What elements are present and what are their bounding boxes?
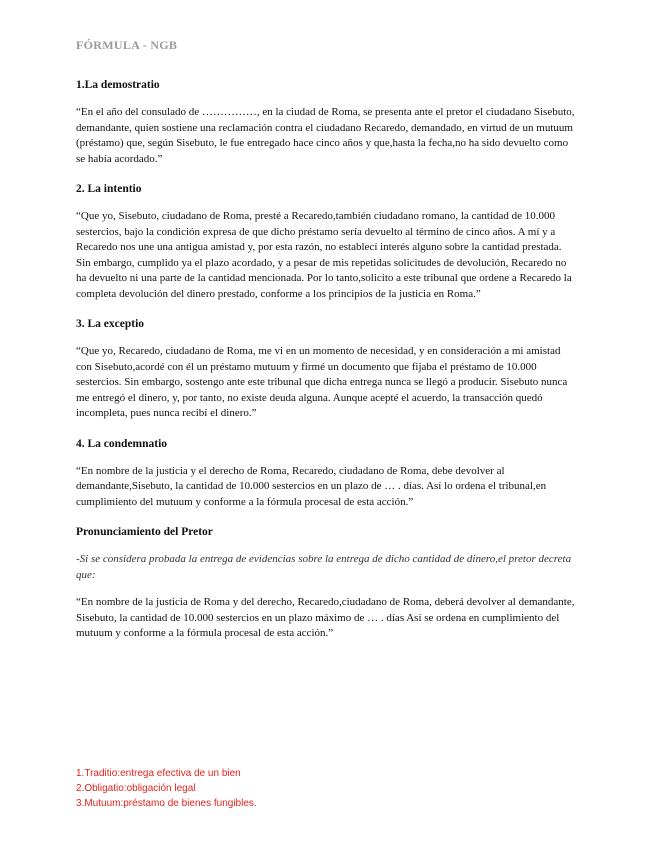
pronouncement-text: “En nombre de la justicia de Roma y del derecho, Recaredo,ciudadano de Roma, deberá devolver al demandante, Sisebuto, la cantidad de 10.000 sestercios en un plazo máximo de … . días Así se ordena en cumplimiento del mutuum y conforme a la fórmula procesal de esta acción.”	[76, 596, 575, 639]
footnotes	[76, 766, 576, 811]
pronouncement-condition: -Si se considera probada la entrega de evidencias sobre la entrega de dicho cantidad de dinero,el pretor decreta que:	[76, 553, 572, 581]
section-text-demostratio: “En el año del consulado de ……………, en la ciudad de Roma, se presenta ante el pretor el ciudadano Sisebuto, demandante, quien sostiene una reclamación contra el ciudadano Recaredo, demandado, en virtud de un mutuum (préstamo) que, según Sisebuto, le fue entregado hace cinco años y que,hasta la fecha,no ha sido devuelto como se había acordado.”	[76, 106, 575, 165]
section-title-intentio: 2. La intentio	[76, 183, 142, 195]
section-title-condemnatio: 4. La condemnatio	[76, 437, 168, 450]
document-header-title: FÓRMULA - NGB	[76, 38, 178, 52]
document-page	[76, 38, 576, 642]
footnote-obligatio: 2.Obligatio:obligación legal	[76, 783, 196, 794]
section-title-pronouncement: Pronunciamiento del Pretor	[76, 526, 213, 538]
footnote-mutuum: 3.Mutuum:préstamo de bienes fungibles.	[76, 798, 257, 809]
section-text-condemnatio: “En nombre de la justicia y el derecho de Roma, Recaredo, ciudadano de Roma, debe devolver al demandante,Sisebuto, la cantidad de 10.000 sestercios en un plazo de … . días. Así lo ordena el tribunal,en cumplimiento del mutuum y conforme a la fórmula procesal de esta acción.”	[76, 464, 547, 508]
section-title-exceptio: 3. La exceptio	[76, 318, 145, 330]
footnote-traditio: 1.Traditio:entrega efectiva de un bien	[76, 768, 241, 779]
section-title-demostratio: 1.La demostratio	[76, 79, 160, 91]
section-text-exceptio: “Que yo, Recaredo, ciudadano de Roma, me vi en un momento de necesidad, y en consideración a mi amistad con Sisebuto,acordé con él un préstamo mutuum y firmé un documento que fijaba el préstamo de 10.000 sestercios. Sin embargo, sostengo ante este tribunal que dicha entrega nunca se llegó a producir. Sisebuto nunca me entregó el dinero, y, por tanto, no existe deuda alguna. Aunque acepté el acuerdo, la transacción quedó incompleta, pues nunca recibí el dinero.”	[76, 345, 568, 419]
section-text-intentio: “Que yo, Sisebuto, ciudadano de Roma, presté a Recaredo,también ciudadano romano, la cantidad de 10.000 sestercios, bajo la condición expresa de que dicho préstamo sería devuelto al término de cinco años. A mí y a Recaredo nos une una antigua amistad y, por esta razón, no establecí interés alguno sobre la cantidad prestada. Sin embargo, cumplido ya el plazo acordado, y a pesar de mis repetidas solicitudes de devolución, Recaredo no ha devuelto ni una parte de la cantidad mencionada. Por lo tanto,solicito a este tribunal que ordene a Recaredo la completa devolución del dinero prestado, conforme a los principios de la justicia en Roma.”	[76, 210, 572, 300]
